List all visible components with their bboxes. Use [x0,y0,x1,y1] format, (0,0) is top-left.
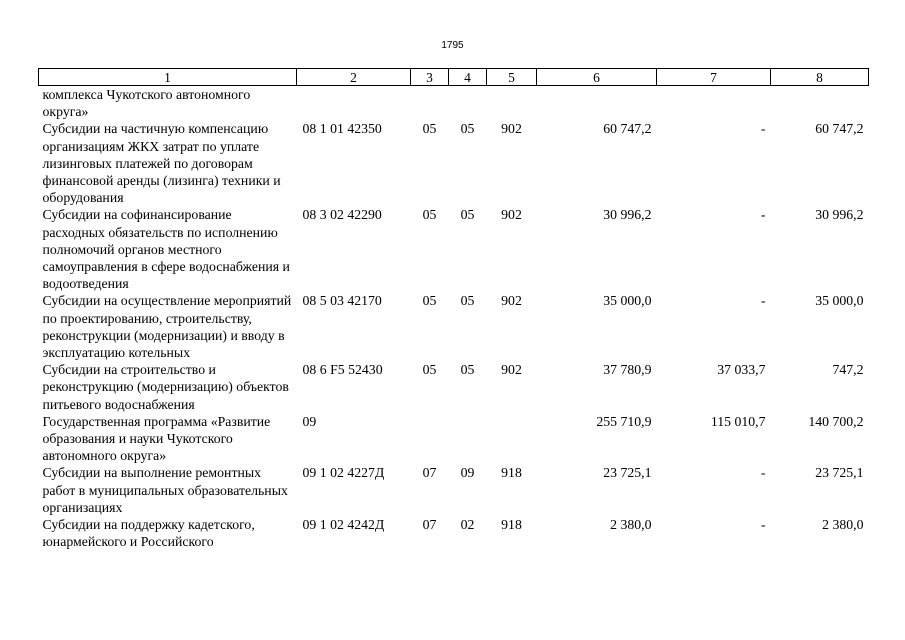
federal-amount-cell: 115 010,7 [710,413,766,429]
federal-amount-cell: - [760,465,766,481]
target-code-cell: 09 1 02 4227Д [302,465,385,481]
column-header: 3 [411,69,449,86]
table-row [39,292,869,361]
section-cell: 05 [422,362,437,378]
subsection-cell: 05 [460,207,475,223]
target-code-cell: 08 1 01 42350 [302,121,382,137]
subsection-cell: 05 [460,293,475,309]
grbs-cell: 918 [501,465,522,481]
target-code-cell: 08 5 03 42170 [302,293,382,309]
column-header: 7 [657,69,771,86]
table-body [39,86,869,551]
row-name-cell: Субсидии на софинансирование расходных обязательств по исполнению полномочий органов местного самоуправления в сфере водоснабжения и водоотведения [42,207,290,292]
total-amount-cell: 255 710,9 [596,413,652,429]
row-name-cell: Субсидии на выполнение ремонтных работ в муниципальных образовательных организациях [42,465,288,515]
section-cell: 07 [422,517,437,533]
total-amount-cell: 60 747,2 [603,121,652,137]
column-header: 2 [297,69,411,86]
grbs-cell [487,86,537,121]
regional-amount-cell: 23 725,1 [815,465,864,481]
row-name-cell: Субсидии на строительство и реконструкцию (модернизацию) объектов питьевого водоснабжения [42,362,289,412]
grbs-cell [487,413,537,465]
row-name-cell: комплекса Чукотского автономного округа» [42,87,251,120]
regional-amount-cell: 60 747,2 [815,121,864,137]
column-header: 4 [449,69,487,86]
federal-amount-cell: - [760,207,766,223]
row-name-cell: Субсидии на частичную компенсацию организациям ЖКХ затрат по уплате лизинговых платежей по договорам финансовой аренды (лизинга) техники и оборудования [42,121,281,206]
subsection-cell [449,86,487,121]
section-cell [411,413,449,465]
total-amount-cell: 37 780,9 [603,362,652,378]
target-code-cell: 09 [302,413,317,429]
target-code-cell [297,86,411,121]
column-header: 5 [487,69,537,86]
page-number: 1795 [441,40,464,51]
section-cell: 05 [422,121,437,137]
target-code-cell: 08 3 02 42290 [302,207,382,223]
grbs-cell: 902 [501,121,522,137]
target-code-cell: 08 6 F5 52430 [302,362,383,378]
federal-amount-cell: - [760,121,766,137]
total-amount-cell: 23 725,1 [603,465,652,481]
table-row [39,516,869,550]
column-header: 1 [39,69,297,86]
grbs-cell: 902 [501,207,522,223]
grbs-cell: 902 [501,293,522,309]
table-row [39,206,869,292]
subsection-cell: 05 [460,362,475,378]
table-header-row [39,69,869,86]
subsection-cell: 05 [460,121,475,137]
subsection-cell: 09 [460,465,475,481]
federal-amount-cell [657,86,771,121]
budget-table [38,68,869,550]
federal-amount-cell: - [760,293,766,309]
regional-amount-cell: 747,2 [832,362,864,378]
row-name-cell: Субсидии на осуществление мероприятий по проектированию, строительству, реконструкции (модернизации) и вводу в эксплуатацию котельных [42,293,292,361]
grbs-cell: 902 [501,362,522,378]
regional-amount-cell: 2 380,0 [822,517,864,533]
regional-amount-cell: 30 996,2 [815,207,864,223]
section-cell [411,86,449,121]
subsection-cell [449,413,487,465]
column-header: 8 [771,69,869,86]
table-row [39,361,869,413]
regional-amount-cell: 35 000,0 [815,293,864,309]
table-row [39,464,869,516]
table-row [39,86,869,121]
table-row [39,413,869,465]
federal-amount-cell: 37 033,7 [717,362,766,378]
total-amount-cell: 35 000,0 [603,293,652,309]
section-cell: 05 [422,207,437,223]
subsection-cell: 02 [460,517,475,533]
total-amount-cell: 30 996,2 [603,207,652,223]
table-row [39,120,869,206]
section-cell: 07 [422,465,437,481]
target-code-cell: 09 1 02 4242Д [302,517,385,533]
federal-amount-cell: - [760,517,766,533]
regional-amount-cell: 140 700,2 [808,413,864,429]
total-amount-cell [537,86,657,121]
row-name-cell: Государственная программа «Развитие образования и науки Чукотского автономного округа» [42,413,271,464]
grbs-cell: 918 [501,517,522,533]
regional-amount-cell [771,86,869,121]
total-amount-cell: 2 380,0 [610,517,652,533]
column-header: 6 [537,69,657,86]
row-name-cell: Субсидии на поддержку кадетского, юнармейского и Российского [42,517,255,550]
section-cell: 05 [422,293,437,309]
